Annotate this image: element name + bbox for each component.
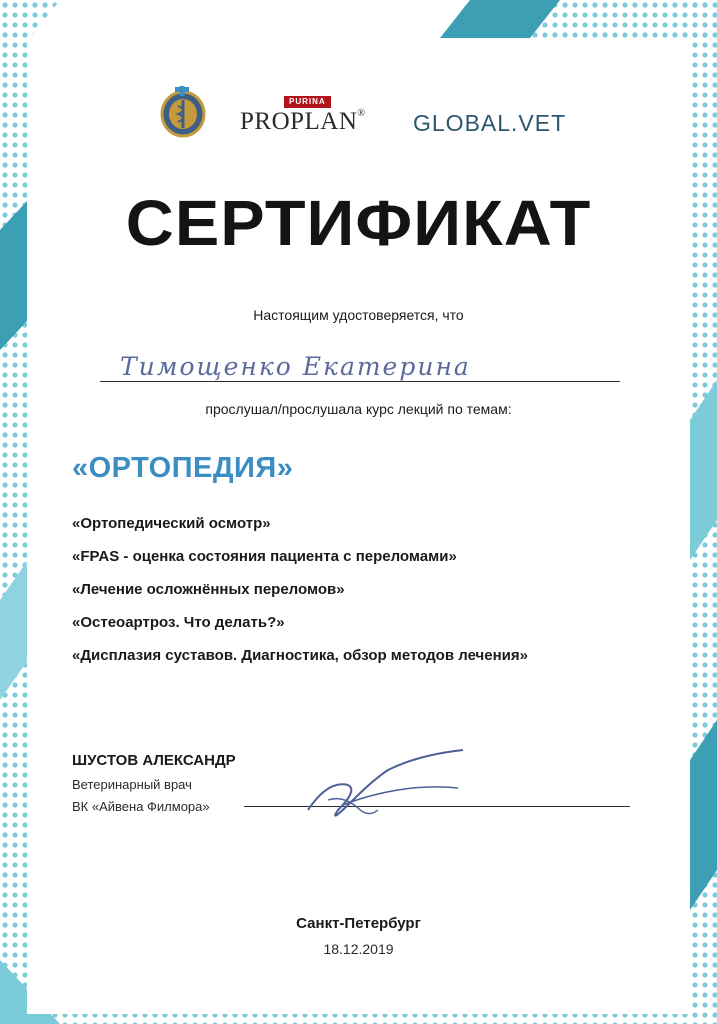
proplan-logo-text: PROPLAN [240,108,358,135]
topics-list [72,514,528,679]
recipient-name: Тимощенко Екатерина [120,352,471,381]
certificate-title: СЕРТИФИКАТ [125,187,592,259]
certify-text: Настоящим удостоверяется, что [253,307,464,323]
recipient-underline [100,381,620,382]
purina-badge: PURINA [284,96,331,108]
top-white-cut [30,0,470,38]
registered-mark: ® [357,108,366,119]
issue-date: 18.12.2019 [323,941,394,957]
proplan-logo [240,108,366,136]
handwritten-signature [298,740,473,840]
topic-item: «Лечение осложнённых переломов» [72,581,345,598]
globalvet-logo: GLOBAL.VET [413,110,567,136]
veterinary-emblem-icon [160,86,206,138]
topic-item: «FPAS - оценка состояния пациента с переломами» [72,548,457,565]
logo-row [160,86,580,146]
signer-name: ШУСТОВ АЛЕКСАНДР [72,752,236,769]
topic-item: «Ортопедический осмотр» [72,515,271,532]
bottom-dot-band [28,1014,717,1024]
topic-item: «Дисплазия суставов. Диагностика, обзор методов лечения» [72,647,528,664]
attended-text: прослушал/прослушала курс лекций по темам: [205,401,512,417]
signer-organization: ВК «Айвена Филмора» [72,799,210,814]
topic-item: «Остеоартроз. Что делать?» [72,614,285,631]
course-title: «ОРТОПЕДИЯ» [72,452,294,484]
left-dot-band [0,0,28,1024]
signer-role: Ветеринарный врач [72,777,192,792]
city: Санкт-Петербург [296,915,421,932]
